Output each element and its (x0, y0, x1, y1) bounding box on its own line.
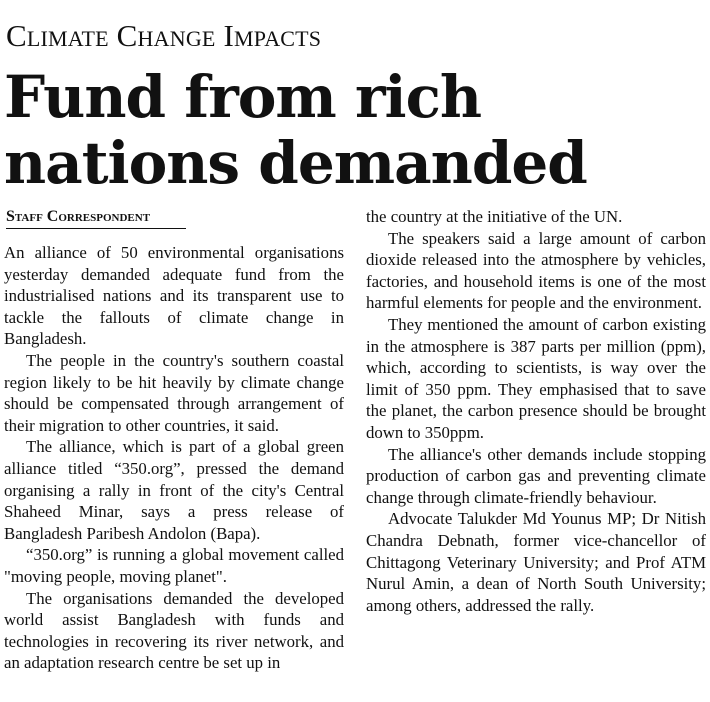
article-column-right (366, 206, 706, 616)
paragraph: The alliance's other demands include stopping production of carbon gas and preventing climate change through climate-friendly behaviour. (366, 444, 706, 507)
section-kicker: Climate Change Impacts (6, 18, 322, 53)
article-column-left (4, 242, 344, 674)
paragraph: Advocate Talukder Md Younus MP; Dr Nitish Chandra Debnath, former vice-chancellor of Chittagong Veterinary University; and Prof ATM Nurul Amin, a dean of North South University; among others, addressed the rally. (366, 509, 706, 615)
paragraph: An alliance of 50 environmental organisations yesterday demanded adequate fund from the industrialised nations and its transparent use to tackle the fallouts of climate change in Bangladesh. (4, 243, 344, 349)
paragraph: They mentioned the amount of carbon existing in the atmosphere is 387 parts per million (ppm), which, according to scientists, is way over the limit of 350 ppm. They emphasised that to save the planet, the carbon presence should be brought down to 350ppm. (366, 314, 706, 442)
paragraph: The people in the country's southern coastal region likely to be hit heavily by climate change should be compensated through arrangement of their migration to other countries, it said. (4, 350, 344, 435)
paragraph: The alliance, which is part of a global green alliance titled “350.org”, pressed the demand organising a rally in front of the city's Central Shaheed Minar, says a press release of Bangladesh Paribesh Andolon (Bapa). (4, 437, 344, 543)
paragraph: “350.org” is running a global movement called "moving people, moving planet". (4, 545, 344, 586)
byline: Staff Correspondent (6, 208, 186, 229)
paragraph: the country at the initiative of the UN. (366, 207, 623, 226)
paragraph: The organisations demanded the developed world assist Bangladesh with funds and technologies in recovering its river network, and an adaptation research centre be set up in (4, 588, 344, 673)
headline: Fund from rich nations demanded (4, 63, 587, 197)
paragraph: The speakers said a large amount of carbon dioxide released into the atmosphere by vehicles, factories, and household items is one of the most harmful elements for people and the environment. (366, 228, 706, 313)
